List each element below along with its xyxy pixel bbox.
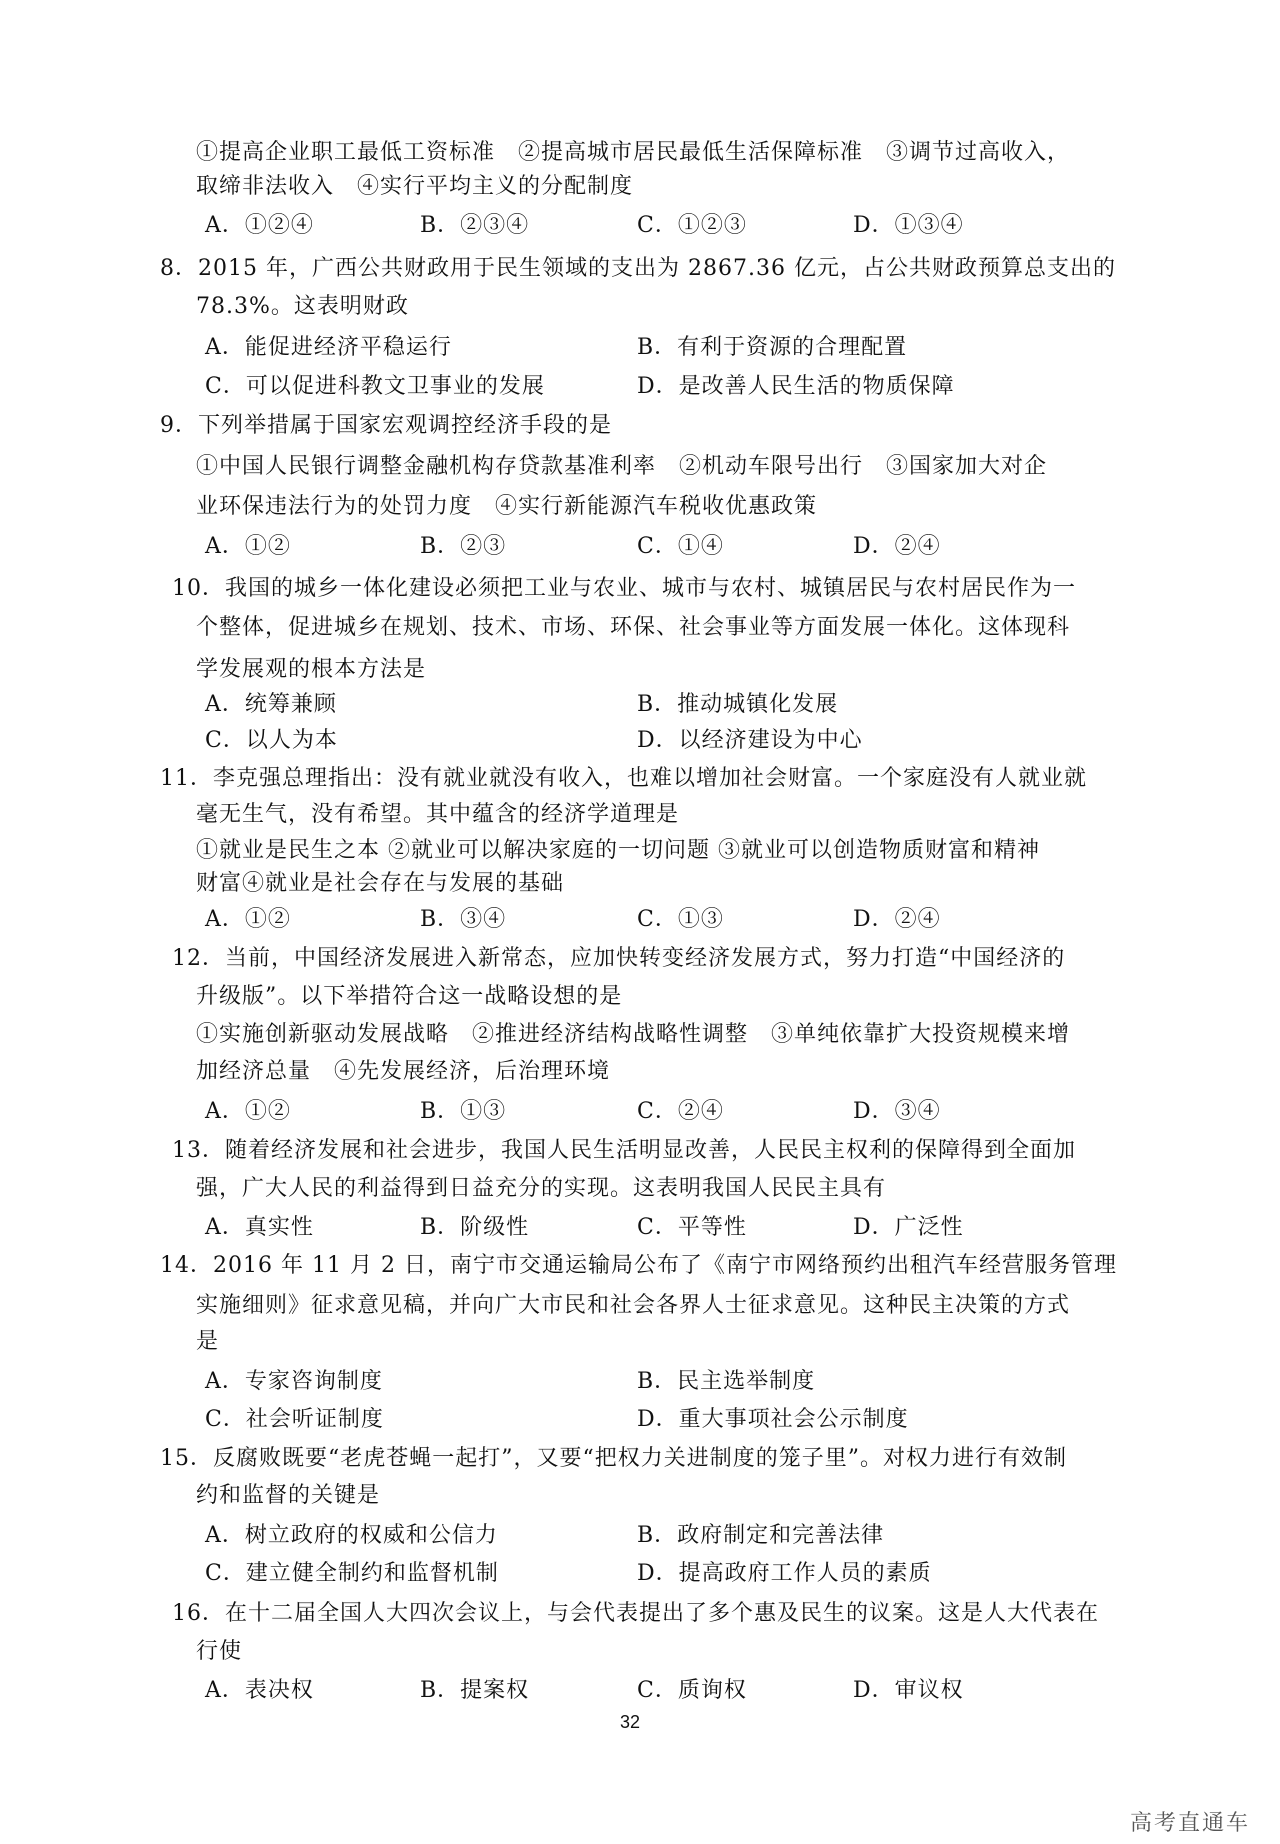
q15-option-b: B．政府制定和完善法律 <box>637 1523 885 1548</box>
q13-line-1: 13．随着经济发展和社会进步，我国人民生活明显改善，人民民主权利的保障得到全面加 <box>172 1138 1076 1163</box>
q12-option-d: D．③④ <box>853 1099 941 1124</box>
q13-option-c: C．平等性 <box>637 1215 747 1240</box>
q12-line-2: 升级版”。以下举措符合这一战略设想的是 <box>196 984 623 1009</box>
q15-option-c: C．建立健全制约和监督机制 <box>205 1561 499 1586</box>
q14-option-b: B．民主选举制度 <box>637 1369 816 1394</box>
q7-option-c: C．①②③ <box>637 213 747 238</box>
q15-option-d: D．提高政府工作人员的素质 <box>637 1561 932 1586</box>
q16-line-1: 16．在十二届全国人大四次会议上，与会代表提出了多个惠及民生的议案。这是人大代表在 <box>172 1601 1099 1626</box>
q7-option-b: B．②③④ <box>420 213 530 238</box>
q15-line-2: 约和监督的关键是 <box>196 1483 381 1508</box>
q9-option-a: A．①② <box>205 534 291 559</box>
q11-option-a: A．①② <box>205 907 291 932</box>
q12-option-b: B．①③ <box>420 1099 507 1124</box>
q10-option-b: B．推动城镇化发展 <box>637 692 839 717</box>
q7-line-1: ①提高企业职工最低工资标准 ②提高城市居民最低生活保障标准 ③调节过高收入， <box>196 140 1071 165</box>
q13-line-2: 强，广大人民的利益得到日益充分的实现。这表明我国人民民主具有 <box>196 1176 887 1201</box>
q9-line-2: ①中国人民银行调整金融机构存贷款基准利率 ②机动车限号出行 ③国家加大对企 <box>196 454 1048 479</box>
q15-line-1: 15．反腐败既要“老虎苍蝇一起打”，又要“把权力关进制度的笼子里”。对权力进行有效制 <box>160 1446 1067 1471</box>
q8-line-2: 78.3%。这表明财政 <box>196 294 409 319</box>
q12-option-a: A．①② <box>205 1099 291 1124</box>
q10-line-1: 10．我国的城乡一体化建设必须把工业与农业、城市与农村、城镇居民与农村居民作为一 <box>172 576 1076 601</box>
q12-line-1: 12．当前，中国经济发展进入新常态，应加快转变经济发展方式，努力打造“中国经济的 <box>172 946 1066 971</box>
q9-line-1: 9．下列举措属于国家宏观调控经济手段的是 <box>160 413 612 438</box>
q9-option-c: C．①④ <box>637 534 724 559</box>
q16-option-b: B．提案权 <box>420 1678 530 1703</box>
q7-option-a: A．①②④ <box>205 213 314 238</box>
q11-line-3: ①就业是民生之本 ②就业可以解决家庭的一切问题 ③就业可以创造物质财富和精神 <box>196 838 1040 863</box>
q7-option-d: D．①③④ <box>853 213 964 238</box>
q11-option-d: D．②④ <box>853 907 941 932</box>
q10-option-c: C．以人为本 <box>205 728 338 753</box>
q13-option-b: B．阶级性 <box>420 1215 530 1240</box>
q11-line-4: 财富④就业是社会存在与发展的基础 <box>196 871 565 896</box>
q9-line-3: 业环保违法行为的处罚力度 ④实行新能源汽车税收优惠政策 <box>196 494 818 519</box>
q14-option-d: D．重大事项社会公示制度 <box>637 1407 909 1432</box>
q16-line-2: 行使 <box>196 1639 243 1664</box>
q13-option-d: D．广泛性 <box>853 1215 964 1240</box>
q11-line-2: 毫无生气，没有希望。其中蕴含的经济学道理是 <box>196 802 680 827</box>
q14-line-2: 实施细则》征求意见稿，并向广大市民和社会各界人士征求意见。这种民主决策的方式 <box>196 1293 1071 1318</box>
q8-option-d: D．是改善人民生活的物质保障 <box>637 374 955 399</box>
q16-option-a: A．表决权 <box>205 1678 314 1703</box>
page-number: 32 <box>620 1712 641 1732</box>
q8-option-a: A．能促进经济平稳运行 <box>205 335 452 360</box>
q10-line-3: 学发展观的根本方法是 <box>196 657 427 682</box>
q14-line-3: 是 <box>196 1329 220 1354</box>
q8-option-b: B．有利于资源的合理配置 <box>637 335 908 360</box>
q15-option-a: A．树立政府的权威和公信力 <box>205 1523 498 1548</box>
q14-line-1: 14．2016 年 11 月 2 日，南宁市交通运输局公布了《南宁市网络预约出租汽车经营服务管理 <box>160 1253 1117 1278</box>
q12-line-3: ①实施创新驱动发展战略 ②推进经济结构战略性调整 ③单纯依靠扩大投资规模来增 <box>196 1022 1071 1047</box>
q11-option-c: C．①③ <box>637 907 724 932</box>
q9-option-d: D．②④ <box>853 534 941 559</box>
q8-option-c: C．可以促进科教文卫事业的发展 <box>205 374 545 399</box>
watermark: 高考直通车 <box>1129 1811 1250 1836</box>
q7-line-2: 取缔非法收入 ④实行平均主义的分配制度 <box>196 174 634 199</box>
q16-option-d: D．审议权 <box>853 1678 964 1703</box>
q12-option-c: C．②④ <box>637 1099 724 1124</box>
q9-option-b: B．②③ <box>420 534 507 559</box>
q12-line-4: 加经济总量 ④先发展经济，后治理环境 <box>196 1059 611 1084</box>
q8-line-1: 8．2015 年，广西公共财政用于民生领域的支出为 2867.36 亿元，占公共财政预算总支出的 <box>160 256 1116 281</box>
q16-option-c: C．质询权 <box>637 1678 747 1703</box>
q11-line-1: 11．李克强总理指出：没有就业就没有收入，也难以增加社会财富。一个家庭没有人就业就 <box>160 766 1087 791</box>
q13-option-a: A．真实性 <box>205 1215 314 1240</box>
q10-option-d: D．以经济建设为中心 <box>637 728 863 753</box>
q10-line-2: 个整体，促进城乡在规划、技术、市场、环保、社会事业等方面发展一体化。这体现科 <box>196 615 1071 640</box>
q14-option-a: A．专家咨询制度 <box>205 1369 383 1394</box>
q14-option-c: C．社会听证制度 <box>205 1407 384 1432</box>
q11-option-b: B．③④ <box>420 907 507 932</box>
q10-option-a: A．统筹兼顾 <box>205 692 337 717</box>
